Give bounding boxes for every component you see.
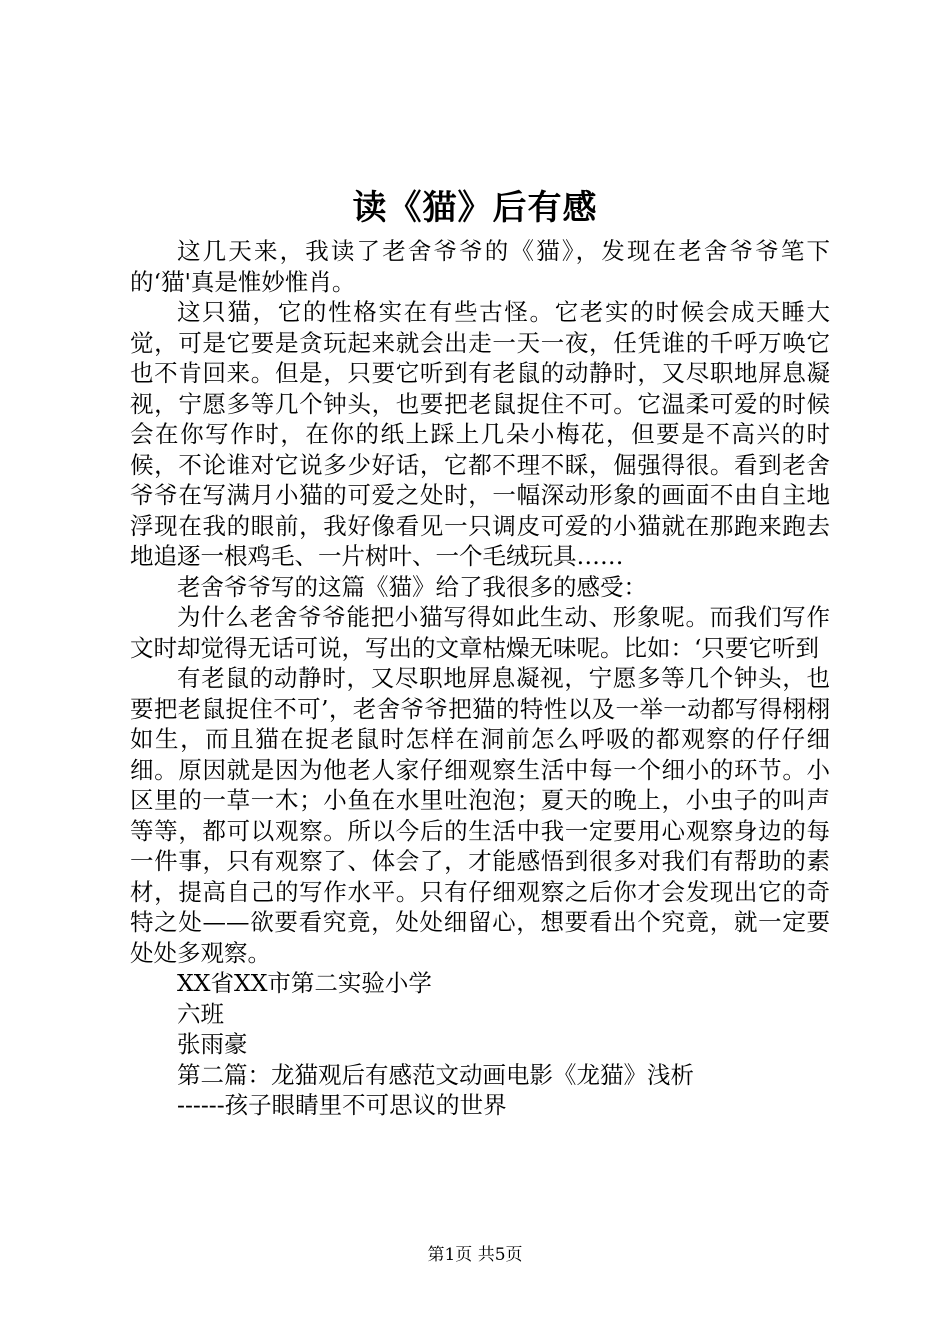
document-title: 读《猫》后有感: [352, 188, 598, 228]
paragraph-intro: 这几天来，我读了老舍爷爷的《猫》，发现在老舍爷爷笔下的‘猫'真是惟妙惟肖。: [130, 237, 830, 296]
next-section-heading: 第二篇：龙猫观后有感范文动画电影《龙猫》浅析: [177, 1060, 694, 1089]
document-body: [130, 236, 830, 1121]
paragraph-cat-personality: 这只猫，它的性格实在有些古怪。它老实的时候会成天睡大觉，可是它要是贪玩起来就会出走一天一夜，任凭谁的千呼万唤它也不肯回来。但是，只要它听到有老鼠的动静时，又尽职地屏息凝视，宁愿多等几个钟头，也要把老鼠捉住不可。它温柔可爱的时候会在你写作时，在你的纸上踩上几朵小梅花，但要是不高兴的时候，不论谁对它说多少好话，它都不理不睬，倔强得很。看到老舍爷爷在写满月小猫的可爱之处时，一幅深动形象的画面不由自主地浮现在我的眼前，我好像看见一只调皮可爱的小猫就在那跑来跑去地追逐一根鸡毛、一片树叶、一个毛绒玩具……: [130, 298, 830, 570]
signature-school: XX省XX市第二实验小学: [177, 969, 432, 997]
next-section-subheading: ------孩子眼睛里不可思议的世界: [177, 1091, 507, 1119]
signature-author: 张雨豪: [177, 1030, 248, 1058]
paragraph-question: 为什么老舍爷爷能把小猫写得如此生动、形象呢。而我们写作文时却觉得无话可说，写出的文章枯燥无味呢。比如：‘只要它听到: [130, 603, 830, 662]
paragraph-feelings: 老舍爷爷写的这篇《猫》给了我很多的感受：: [177, 572, 647, 601]
page-footer: 第1页 共5页: [427, 1245, 523, 1265]
signature-class: 六班: [177, 999, 224, 1028]
paragraph-observation: 有老鼠的动静时，又尽职地屏息凝视，宁愿多等几个钟头，也要把老鼠捉住不可’，老舍爷爷把猫的特性以及一举一动都写得栩栩如生，而且猫在捉老鼠时怎样在洞前怎么呼吸的都观察的仔仔细细。原因就是因为他老人家仔细观察生活中每一个细小的环节。小区里的一草一木；小鱼在水里吐泡泡；夏天的晚上，小虫子的叫声等等，都可以观察。所以今后的生活中我一定要用心观察身边的每一件事，只有观察了、体会了，才能感悟到很多对我们有帮助的素材，提高自己的写作水平。只有仔细观察之后你才会发现出它的奇特之处——欲要看究竟，处处细留心，想要看出个究竟，就一定要处处多观察。: [130, 664, 830, 967]
